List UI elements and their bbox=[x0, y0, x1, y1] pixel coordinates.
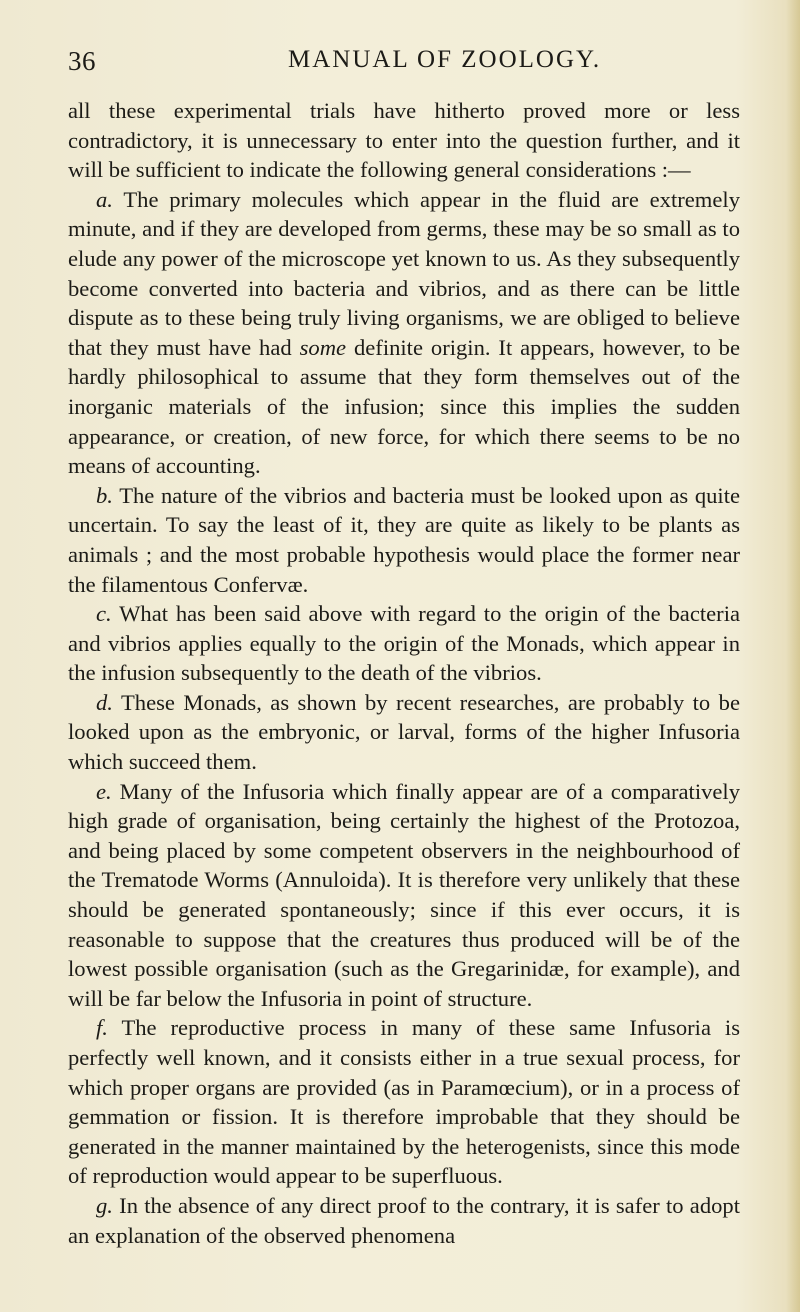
paragraph-d bbox=[68, 688, 740, 777]
paragraph-text: The reproductive process in many of these same Infusoria is perfectly well known, and it consists either in a true sexual process, for which proper organs are provided (as in Paramœcium), or in a process of gemmation or fission. It is therefore improbable that they should be generated in the manner maintained by the heterogenists, since this mode of reproduction would appear to be superfluous. bbox=[68, 1015, 740, 1189]
paragraph-marker: d. bbox=[96, 689, 113, 715]
paragraph-text: The nature of the vibrios and bacteria must be looked upon as quite uncertain. To say the least of it, they are quite as likely to be plants as animals ; and the most probable hypothesis would place the former near the filamentous Confervæ. bbox=[68, 482, 740, 597]
paragraph-a bbox=[68, 185, 740, 481]
page-number: 36 bbox=[68, 46, 96, 76]
paragraph-intro bbox=[68, 96, 740, 185]
paragraph-e bbox=[68, 777, 740, 1014]
page-edge-shading bbox=[786, 0, 800, 1312]
paragraph-f bbox=[68, 1013, 740, 1191]
paragraph-text: definite origin. It appears, however, to be hardly philosophical to assume that they form themselves out of the inorganic materials of the infusion; since this implies the sudden appearance, or creation, of new force, for which there seems to be no means of accounting. bbox=[68, 334, 740, 479]
page-header bbox=[68, 46, 738, 82]
paragraph-text: Many of the Infusoria which finally appear are of a comparatively high grade of organisation, being certainly the highest of the Protozoa, and being placed by some competent observers in the neighbourhood of the Trematode Worms (Annuloida). It is therefore very unlikely that these should be generated spontaneously; since if this ever occurs, it is reasonable to suppose that the creatures thus produced will be of the lowest possible organisation (such as the Gregarinidæ, for example), and will be far below the Infusoria in point of structure. bbox=[68, 778, 740, 1011]
paragraph-text: all these experimental trials have hitherto proved more or less contradictory, it is unnecessary to enter into the question further, and it will be sufficient to indicate the following general considerations :— bbox=[68, 98, 740, 183]
paragraph-c bbox=[68, 599, 740, 688]
running-head: MANUAL OF ZOOLOGY. bbox=[288, 46, 602, 73]
paragraph-text: The primary molecules which appear in the fluid are extremely minute, and if they are developed from germs, these may be so small as to elude any power of the microscope yet known to us. As they subsequently become converted into bacteria and vibrios, and as there can be little dispute as to these being truly living organisms, we are obliged to believe that they must have had bbox=[68, 186, 740, 360]
paragraph-text: These Monads, as shown by recent researches, are probably to be looked upon as the embryonic, or larval, forms of the higher Infusoria which succeed them. bbox=[68, 689, 740, 775]
paragraph-g bbox=[68, 1191, 740, 1250]
paragraph-marker: f. bbox=[96, 1015, 108, 1041]
paragraph-marker: b. bbox=[96, 482, 113, 508]
body-text bbox=[68, 96, 740, 1250]
paragraph-marker: a. bbox=[96, 186, 113, 212]
paragraph-marker: c. bbox=[96, 601, 112, 627]
paragraph-b bbox=[68, 481, 740, 599]
paragraph-marker: g. bbox=[96, 1192, 113, 1218]
paragraph-text: In the absence of any direct proof to the contrary, it is safer to adopt an explanation of the observed phenomena bbox=[68, 1192, 740, 1248]
emphasis-text: some bbox=[299, 334, 347, 360]
paragraph-text: What has been said above with regard to the origin of the bacteria and vibrios applies equally to the origin of the Monads, which appear in the infusion subsequently to the death of the vibrios. bbox=[68, 601, 740, 686]
paragraph-marker: e. bbox=[96, 778, 112, 804]
